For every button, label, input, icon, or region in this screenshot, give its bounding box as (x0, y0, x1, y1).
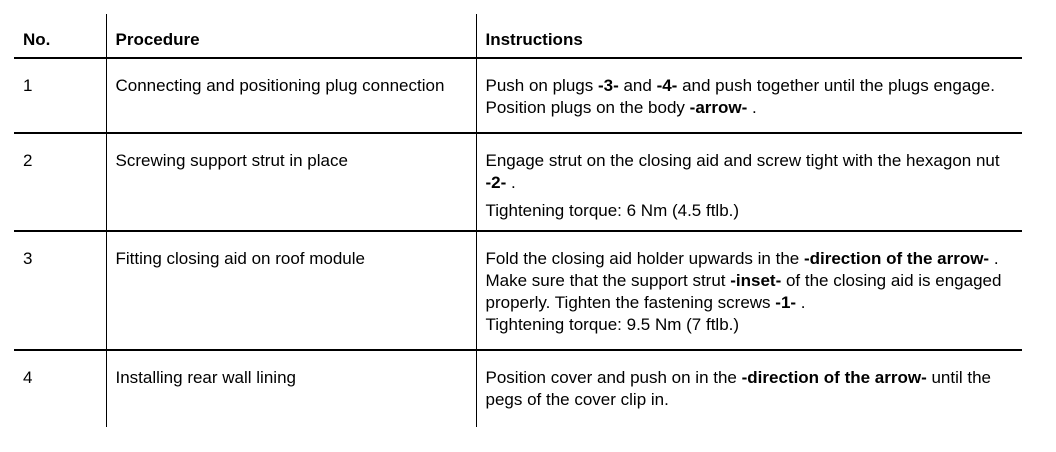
row-number: 4 (23, 368, 33, 387)
instruction-reference: -arrow- (689, 98, 748, 117)
header-no: No. (14, 14, 106, 58)
instruction-reference: -direction of the arrow- (741, 368, 927, 387)
instruction-text: Position cover and push on in the (485, 368, 742, 387)
instructions-cell (476, 58, 1022, 133)
instruction-text: . Make sure that the support strut (485, 249, 999, 290)
instruction-reference: -direction of the arrow- (803, 249, 990, 268)
table-header-row (14, 14, 1022, 58)
row-number: 1 (14, 58, 106, 133)
procedure-cell: Fitting closing aid on roof module (106, 231, 476, 350)
table-row (14, 231, 1022, 350)
header-procedure: Procedure (106, 14, 476, 58)
table-row (14, 350, 1022, 427)
instruction-text: . (747, 98, 757, 117)
instructions-cell (476, 231, 1022, 350)
instructions-cell (476, 133, 1022, 231)
instruction-text: Push on plugs (485, 76, 598, 95)
procedure-cell: Screwing support strut in place (106, 133, 476, 231)
tightening-torque: Tightening torque: 9.5 Nm (7 ftlb.) (485, 315, 740, 334)
instruction-text: Engage strut on the closing aid and screw tight with the hexagon nut (485, 151, 1000, 170)
procedure-cell: Connecting and positioning plug connection (106, 58, 476, 133)
instruction-text: . (796, 293, 806, 312)
instruction-text: until the pegs of the cover clip in. (485, 368, 992, 409)
instruction-reference: -inset- (730, 271, 782, 290)
instruction-text: . (506, 173, 516, 192)
table-row (14, 58, 1022, 133)
instruction-text: Position plugs on the body (485, 98, 690, 117)
instruction-paragraph (486, 97, 1013, 119)
instruction-text: of the closing aid is engaged properly. Tighten the fastening screws (485, 271, 1002, 312)
table-row (14, 133, 1022, 231)
instruction-text: and (618, 76, 657, 95)
instruction-reference: -2- (485, 173, 507, 192)
instruction-reference: -4- (656, 76, 678, 95)
instruction-paragraph (486, 150, 1013, 194)
row-number: 3 (14, 231, 106, 350)
header-instructions: Instructions (476, 14, 1022, 58)
instruction-paragraph (486, 367, 1013, 411)
instructions-cell (476, 350, 1022, 427)
instruction-text: Fold the closing aid holder upwards in the (485, 249, 804, 268)
procedure-cell: Installing rear wall lining (106, 350, 476, 427)
instruction-paragraph (486, 248, 1013, 314)
row-number: 2 (14, 133, 106, 231)
instruction-reference: -3- (597, 76, 619, 95)
instruction-paragraph (486, 75, 1013, 97)
tightening-torque: Tightening torque: 6 Nm (4.5 ftlb.) (485, 201, 740, 220)
instruction-text: and push together until the plugs engage. (677, 76, 995, 95)
instruction-reference: -1- (775, 293, 797, 312)
procedure-table (14, 14, 1022, 427)
